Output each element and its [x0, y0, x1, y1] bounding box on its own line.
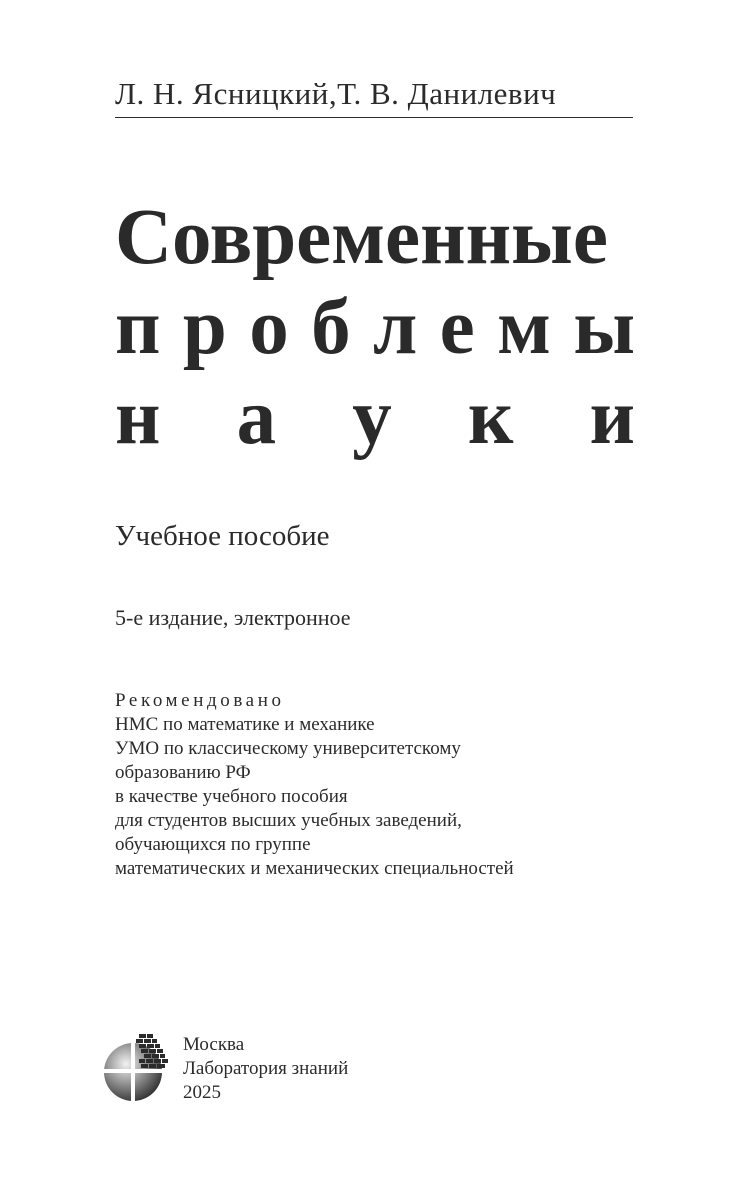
publisher-city: Москва	[183, 1034, 245, 1055]
title-letter: п	[115, 284, 161, 371]
recommendation-line: УМО по классическому университетскому	[115, 738, 461, 759]
edition-note: 5-е издание, электронное	[115, 605, 351, 630]
title-letter: ы	[573, 284, 635, 371]
title-letter: о	[249, 284, 289, 371]
recommendation-line: для студентов высших учебных заведений,	[115, 810, 462, 831]
title-letter: е	[439, 284, 475, 371]
recommendation-line: в качестве учебного пособия	[115, 786, 348, 807]
publisher-info	[183, 1033, 348, 1105]
book-subtitle: Учебное пособие	[115, 520, 330, 552]
title-letter: а	[236, 374, 277, 461]
recommendation-line: образованию РФ	[115, 762, 251, 783]
recommendation-line: НМС по математике и механике	[115, 714, 375, 735]
title-letter: м	[497, 284, 551, 371]
recommendation-block	[115, 689, 514, 881]
authors-divider	[115, 117, 633, 118]
title-letter: р	[182, 284, 227, 371]
title-letter: и	[589, 374, 635, 461]
title-letter: у	[352, 374, 392, 461]
recommendation-line: обучающихся по группе	[115, 834, 311, 855]
authors: Л. Н. Ясницкий,Т. В. Данилевич	[115, 76, 557, 111]
recommendation-heading: Рекомендовано	[115, 690, 285, 711]
publication-year: 2025	[183, 1082, 221, 1103]
book-title-line-2	[115, 284, 635, 371]
title-letter: к	[467, 374, 514, 461]
title-letter: б	[311, 284, 351, 371]
publisher-globe-logo-icon	[103, 1032, 173, 1106]
title-letter: н	[115, 374, 161, 461]
book-title-line-3	[115, 374, 635, 461]
title-letter: л	[372, 284, 418, 371]
publisher-name: Лаборатория знаний	[183, 1058, 349, 1079]
recommendation-line: математических и механических специальностей	[115, 858, 514, 879]
book-title-line-1: Современные	[115, 194, 608, 281]
